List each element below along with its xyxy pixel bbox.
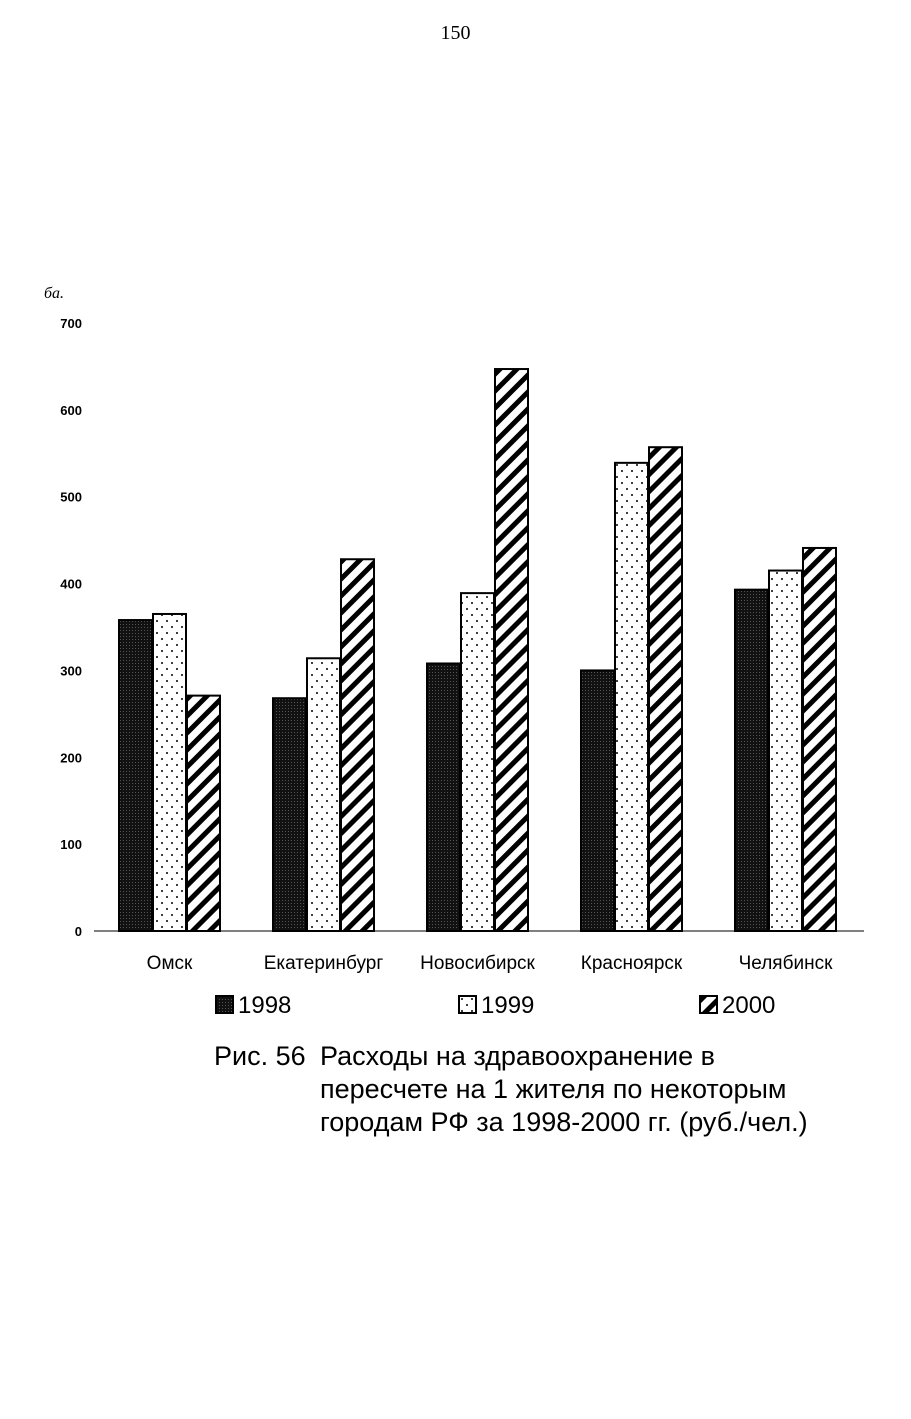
y-unit-mark: ба. bbox=[44, 285, 65, 302]
legend-swatch-1998 bbox=[216, 996, 233, 1013]
bar-1998-2 bbox=[427, 663, 460, 931]
bar-1999-0 bbox=[153, 614, 186, 931]
bar-1999-4 bbox=[769, 571, 802, 931]
x-tick-label: Красноярск bbox=[580, 953, 683, 974]
bar-2000-0 bbox=[187, 696, 220, 931]
page-number: 150 bbox=[440, 22, 471, 44]
legend-swatch-2000 bbox=[700, 996, 717, 1013]
x-tick-label: Омск bbox=[146, 953, 193, 974]
bar-1998-3 bbox=[581, 670, 614, 931]
bar-1998-4 bbox=[735, 590, 768, 931]
figure-caption bbox=[214, 1040, 808, 1139]
bar-2000-1 bbox=[341, 559, 374, 931]
bar-1999-1 bbox=[307, 658, 340, 931]
figure-label: Рис. 56 bbox=[214, 1041, 306, 1071]
bar-1998-0 bbox=[119, 620, 152, 931]
y-tick-label: 700 bbox=[60, 316, 82, 331]
y-tick-label: 100 bbox=[60, 837, 82, 853]
bar-1998-1 bbox=[273, 698, 306, 931]
y-tick-label: 200 bbox=[60, 750, 82, 766]
caption-line-3: городам РФ за 1998-2000 гг. (руб./чел.) bbox=[320, 1107, 808, 1137]
bar-2000-3 bbox=[649, 447, 682, 931]
x-tick-label: Челябинск bbox=[738, 953, 833, 974]
bar-2000-2 bbox=[495, 369, 528, 931]
legend-swatch-1999 bbox=[459, 996, 476, 1013]
legend bbox=[216, 992, 775, 1019]
bar-1999-2 bbox=[461, 593, 494, 931]
bar-1999-3 bbox=[615, 463, 648, 931]
legend-label-2000: 2000 bbox=[722, 992, 776, 1019]
y-tick-label: 300 bbox=[60, 663, 82, 679]
legend-label-1999: 1999 bbox=[481, 992, 535, 1019]
bar-2000-4 bbox=[803, 548, 836, 931]
y-tick-label: 600 bbox=[60, 402, 82, 418]
caption-line-1: Расходы на здравоохранение в bbox=[320, 1041, 715, 1071]
caption-line-2: пересчете на 1 жителя по некоторым bbox=[320, 1074, 787, 1104]
y-tick-label: 500 bbox=[60, 489, 82, 505]
y-tick-label: 0 bbox=[74, 924, 82, 939]
x-tick-label: Екатеринбург bbox=[263, 953, 384, 974]
bars bbox=[119, 369, 836, 931]
x-tick-label: Новосибирск bbox=[420, 953, 535, 974]
legend-label-1998: 1998 bbox=[238, 992, 292, 1019]
x-axis-labels bbox=[147, 953, 833, 974]
y-tick-label: 400 bbox=[60, 576, 82, 592]
